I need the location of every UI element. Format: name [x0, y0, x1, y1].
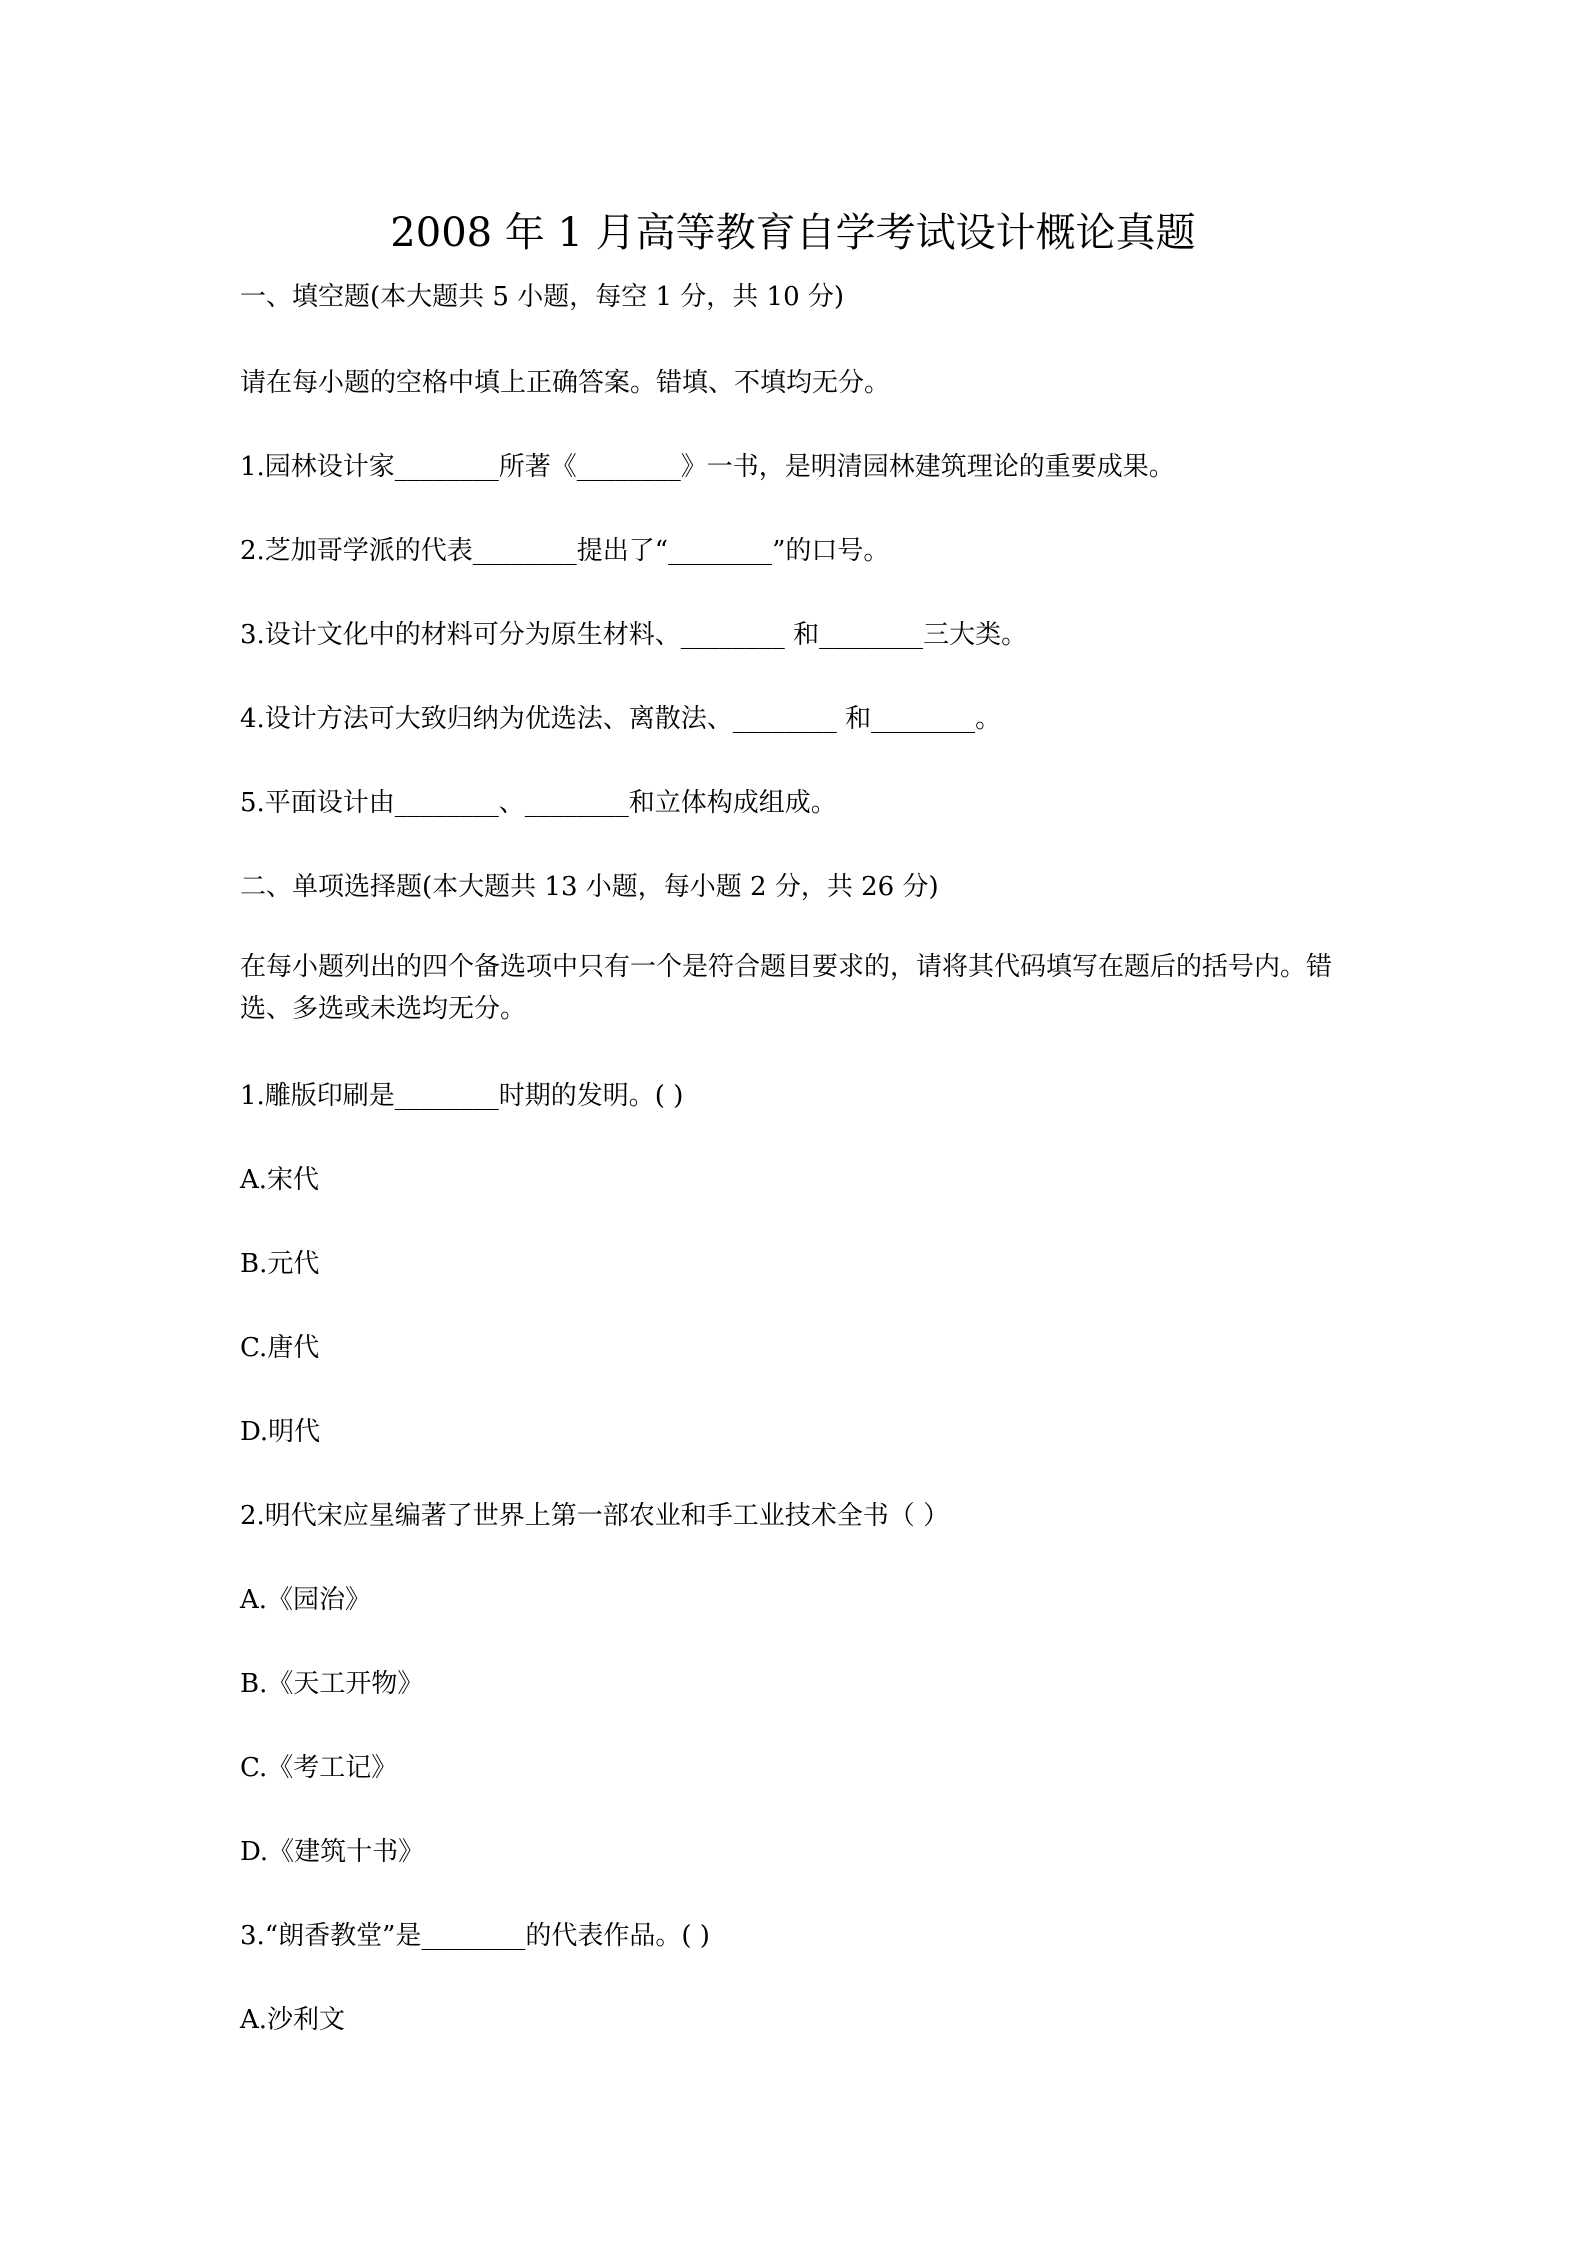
choice-q1-option-d: D.明代: [240, 1417, 321, 1447]
choice-question-2: 2.明代宋应星编著了世界上第一部农业和手工业技术全书（ ）: [240, 1501, 950, 1531]
section-2-instruction: 在每小题列出的四个备选项中只有一个是符合题目要求的，请将其代码填写在题后的括号内。错选、多选或未选均无分。: [240, 952, 1333, 1024]
fill-question-2: 2.芝加哥学派的代表________提出了“________”的口号。: [240, 536, 890, 566]
fill-question-5: 5.平面设计由________、________和立体构成组成。: [240, 788, 837, 818]
section-1-instruction: 请在每小题的空格中填上正确答案。错填、不填均无分。: [240, 368, 891, 398]
document-title: 2008 年 1 月高等教育自学考试设计概论真题: [390, 210, 1196, 256]
choice-q2-option-b: B.《天工开物》: [240, 1669, 424, 1699]
choice-q3-option-a: A.沙利文: [240, 2005, 346, 2035]
fill-question-3: 3.设计文化中的材料可分为原生材料、________ 和________三大类。: [240, 620, 1028, 650]
section-2-heading: 二、单项选择题(本大题共 13 小题，每小题 2 分，共 26 分): [240, 872, 939, 902]
choice-q1-option-a: A.宋代: [240, 1165, 320, 1195]
choice-q2-option-c: C.《考工记》: [240, 1753, 398, 1783]
choice-q1-option-c: C.唐代: [240, 1333, 320, 1363]
section-1-heading: 一、填空题(本大题共 5 小题，每空 1 分，共 10 分): [240, 282, 845, 312]
fill-question-1: 1.园林设计家________所著《________》一书，是明清园林建筑理论的重要成果。: [240, 452, 1175, 482]
choice-question-3: 3.“朗香教堂”是________的代表作品。( ): [240, 1921, 710, 1951]
choice-q2-option-d: D.《建筑十书》: [240, 1837, 425, 1867]
choice-q2-option-a: A.《园治》: [240, 1585, 372, 1615]
choice-q1-option-b: B.元代: [240, 1249, 320, 1279]
fill-question-4: 4.设计方法可大致归纳为优选法、离散法、________ 和________。: [240, 704, 1002, 734]
choice-question-1: 1.雕版印刷是________时期的发明。( ): [240, 1081, 684, 1111]
